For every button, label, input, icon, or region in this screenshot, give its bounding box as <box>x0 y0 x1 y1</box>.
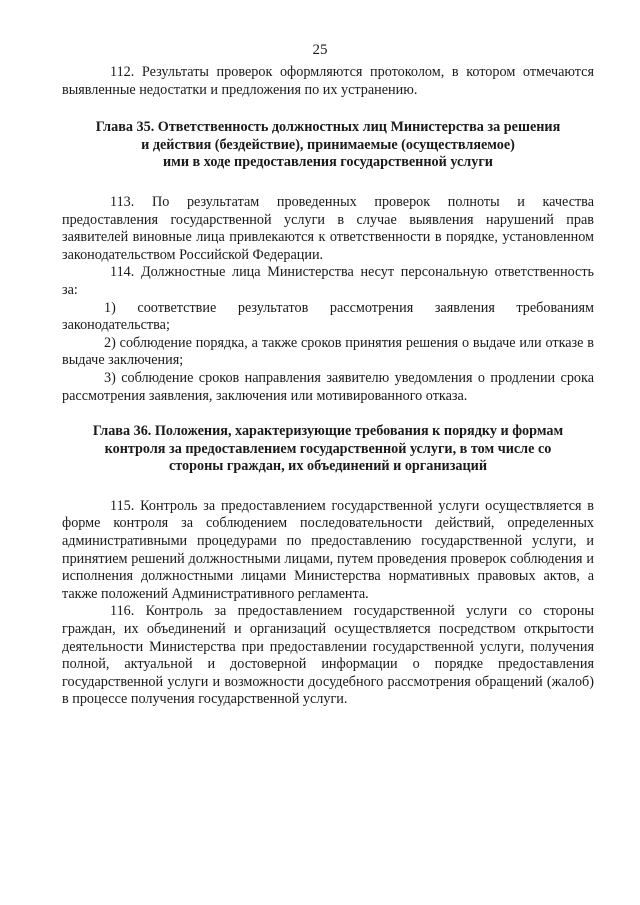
document-body <box>62 64 594 709</box>
chapter-35-heading-line-3: ими в ходе предоставления государственной услуги <box>163 154 493 171</box>
chapter-36-heading-line-3: стороны граждан, их объединений и организаций <box>168 458 488 475</box>
paragraph-114: 114. Должностные лица Министерства несут персональную ответственность за: <box>62 264 594 298</box>
paragraph-113: 113. По результатам проведенных проверок полноты и качества предоставления государственной услуги в случае выявления нарушений прав заявителей виновные лица привлекаются к ответственности в порядке, установленном законодательством Российской Федерации. <box>62 193 594 263</box>
chapter-35-heading <box>62 119 594 172</box>
paragraph-114-item-3: 3) соблюдение сроков направления заявителю уведомления о продлении срока рассмотрения заявления, заключения или мотивированного отказа. <box>62 369 594 404</box>
paragraph-115: 115. Контроль за предоставлением государственной услуги осуществляется в форме контроля за соблюдением последовательности действий, определенных административными процедурами по предоставлению государственной услуги, и принятием решений должностными лицами, путем проведения проверок соблюдения и исполнения должностными лицами Министерства нормативных правовых актов, а также положений Административного регламента. <box>62 497 594 602</box>
chapter-36-heading-line-2: контроля за предоставлением государственной услуги, в том числе со <box>104 440 552 457</box>
page-number: 25 <box>312 42 328 58</box>
chapter-35-heading-line-1: Глава 35. Ответственность должностных лиц Министерства за решения <box>95 119 561 136</box>
chapter-35-heading-line-2: и действия (бездействие), принимаемые (осуществляемое) <box>141 136 515 153</box>
paragraph-114-item-1: 1) соответствие результатов рассмотрения заявления требованиям законодательства; <box>62 299 594 334</box>
chapter-36-heading-line-1: Глава 36. Положения, характеризующие требования к порядку и формам <box>92 423 564 440</box>
paragraph-112: 112. Результаты проверок оформляются протоколом, в котором отмечаются выявленные недостатки и предложения по их устранению. <box>62 64 594 98</box>
paragraph-116: 116. Контроль за предоставлением государственной услуги со стороны граждан, их объединений и организаций осуществляется посредством открытости деятельности Министерства при предоставлении государственной услуги, получения полной, актуальной и достоверной информации о порядке предоставления государственной услуги и возможности досудебного рассмотрения обращений (жалоб) в процессе получения государственной услуги. <box>62 603 594 708</box>
paragraph-114-item-2: 2) соблюдение порядка, а также сроков принятия решения о выдаче или отказе в выдаче заключения; <box>62 334 594 369</box>
chapter-36-heading <box>62 423 594 476</box>
